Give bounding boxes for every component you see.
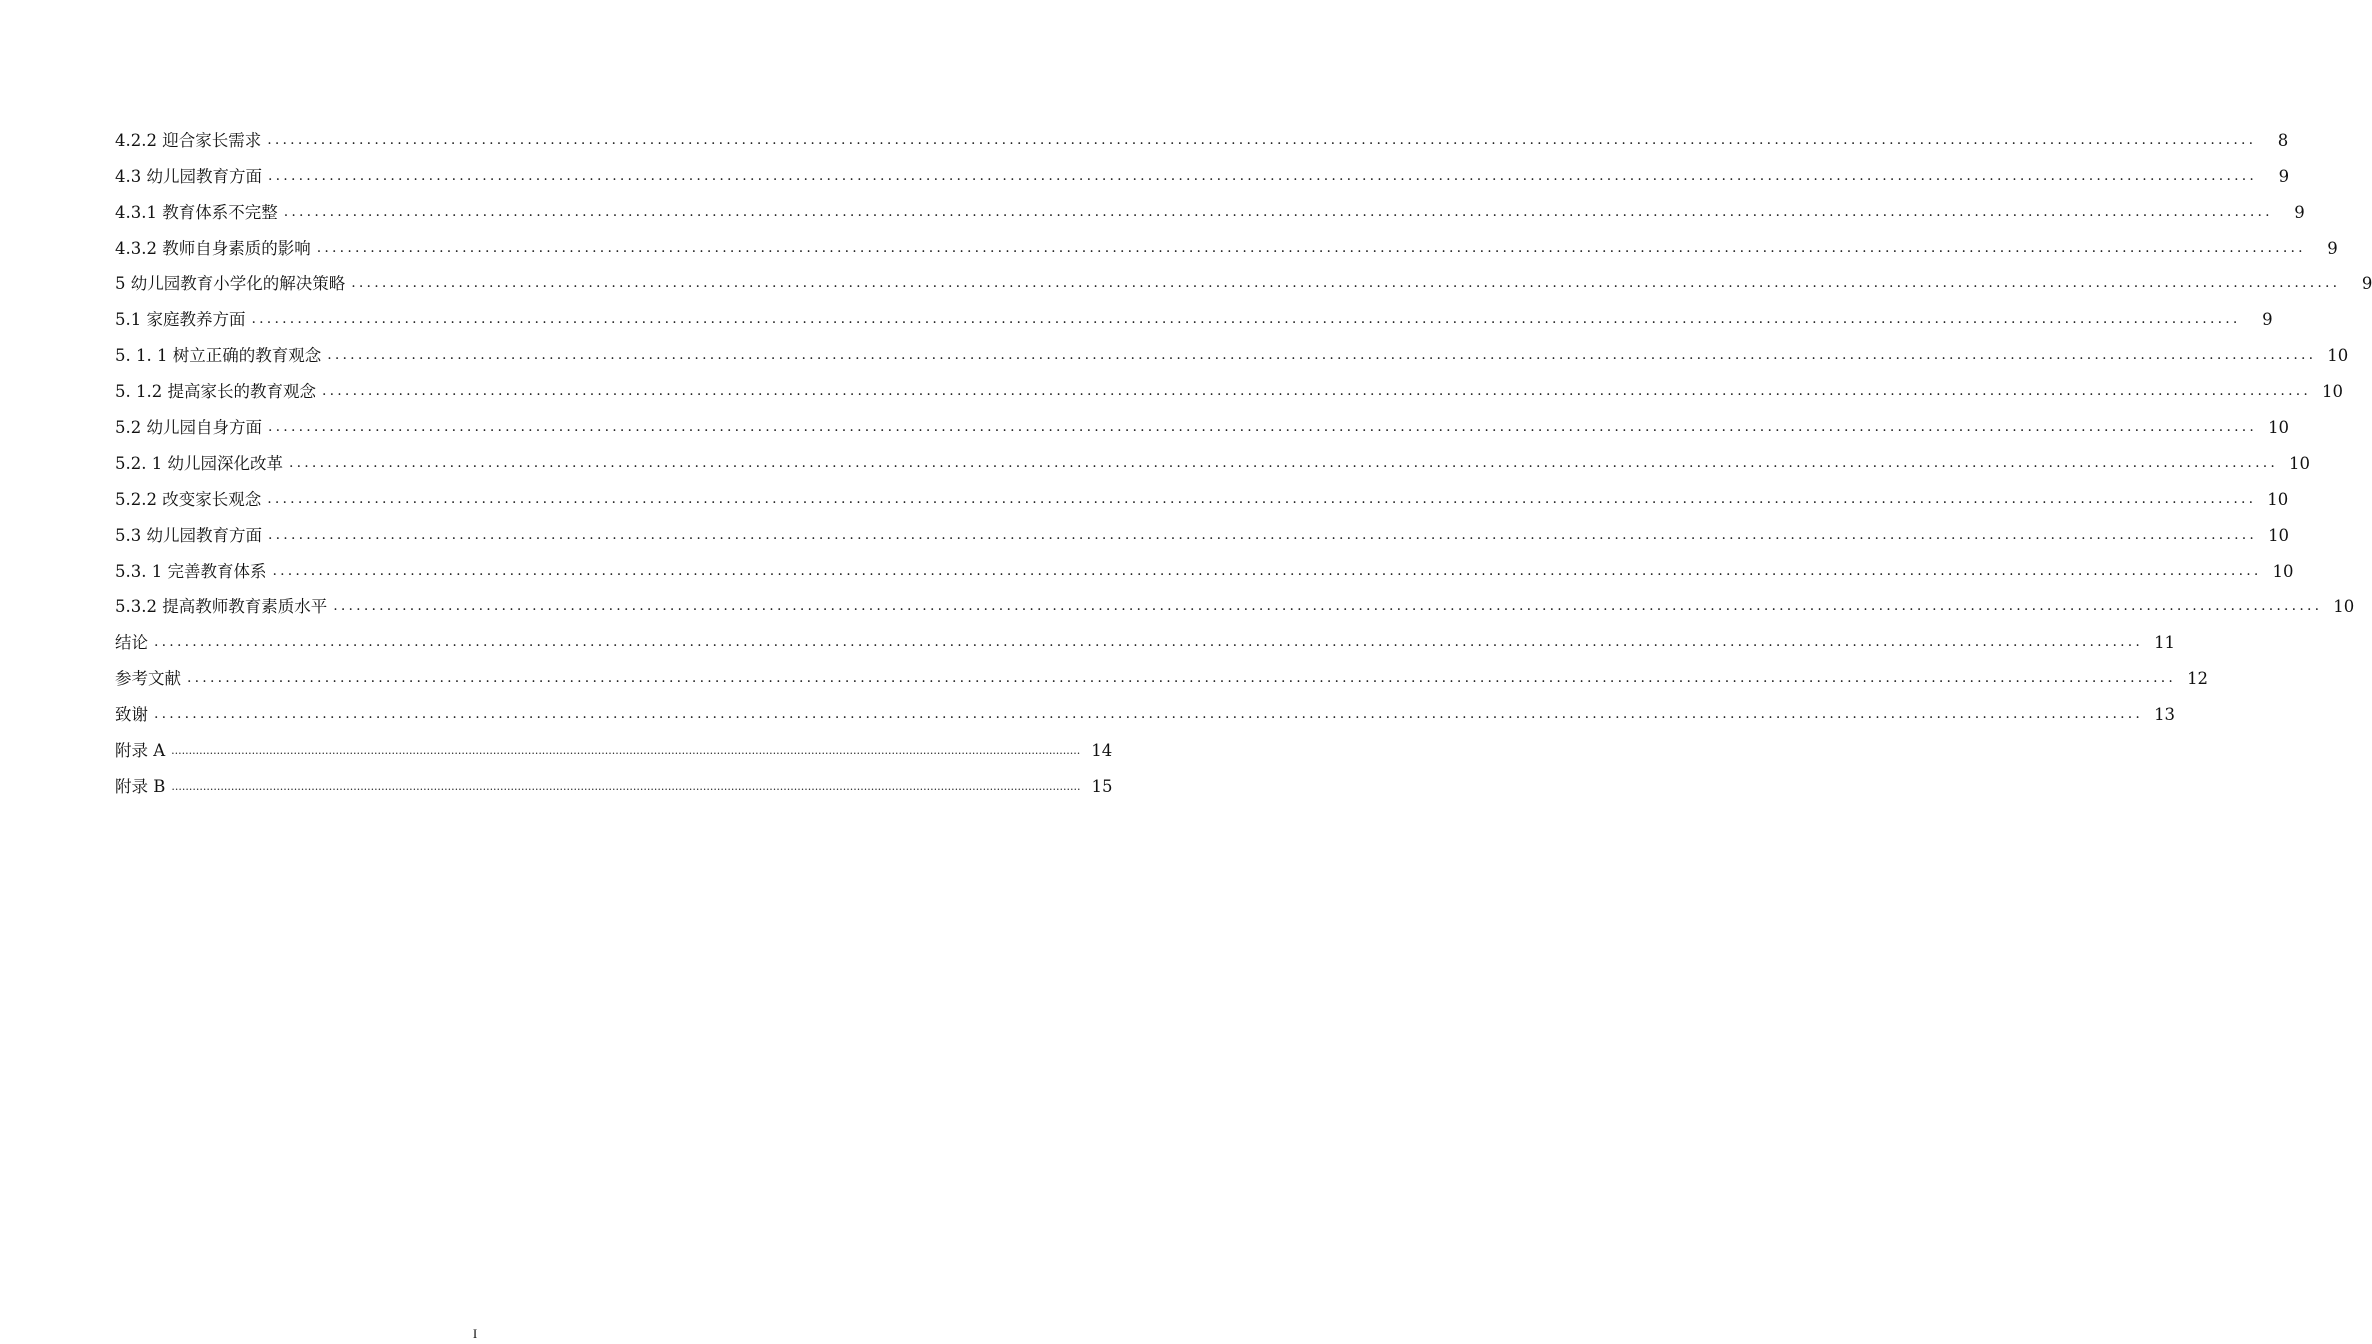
toc-dot-leader: .................................................................................................................................................................................................................................................................... [272,562,2262,579]
toc-dot-leader: .................................................................................................................................................................................................................................................................... [288,454,2279,471]
toc-entry-page: 10 [2289,453,2311,473]
toc-entry-page: 9 [2278,166,2290,186]
toc-entry[interactable] [115,476,2289,512]
toc-entry[interactable] [115,727,1113,763]
toc-entry[interactable] [115,584,2355,620]
toc-entry-title: 4.2.2 迎合家长需求 [115,130,262,150]
toc-entry-title: 5.2. 1 幼儿园深化改革 [115,453,283,473]
toc-entry-title: 4.3.2 教师自身素质的影响 [115,238,311,258]
toc-entry-page: 12 [2187,669,2209,689]
toc-entry-title: 致谢 [115,705,148,725]
toc-dot-leader: .................................................................................................................................................................................................................................................................... [268,526,2258,543]
toc-entry-page: 15 [1091,776,1113,796]
toc-dot-leader: .................................................................................................................................................................................................................................................................... [267,131,2257,148]
toc-entry[interactable] [115,368,2344,404]
toc-entry-title: 5.1 家庭教养方面 [115,310,246,330]
toc-dot-leader: .................................................................................................................................................................................................................................................................... [321,383,2312,400]
table-of-contents [115,117,2372,799]
toc-entry[interactable] [115,189,2305,225]
toc-entry-page: 9 [2361,274,2372,294]
toc-entry-title: 5.3 幼儿园教育方面 [115,525,262,545]
toc-entry-title: 4.3 幼儿园教育方面 [115,166,262,186]
toc-entry-page: 14 [1091,741,1113,761]
toc-entry-page: 8 [2277,130,2289,150]
toc-entry[interactable] [115,691,2176,727]
toc-entry[interactable] [115,261,2372,297]
toc-entry-title: 附录 A [115,741,166,761]
toc-entry-title: 结论 [115,633,148,653]
toc-entry[interactable] [115,763,1113,799]
toc-dot-leader: .................................................................................................................................................................................................................................................................... [316,239,2306,256]
toc-dot-leader: .................................................................................................................................................................................................................................................................... [268,167,2258,184]
toc-entry-page: 13 [2154,705,2176,725]
toc-dot-leader: .................................................................................................................................................................................................................................................................... [171,744,1081,758]
toc-dot-leader: .................................................................................................................................................................................................................................................................... [351,275,2341,292]
toc-entry-title: 5.2 幼儿园自身方面 [115,418,262,438]
toc-entry[interactable] [115,225,2338,261]
toc-entry-title: 参考文献 [115,669,181,689]
toc-dot-leader: .................................................................................................................................................................................................................................................................... [187,670,2177,687]
toc-entry[interactable] [115,332,2349,368]
toc-entry[interactable] [115,512,2290,548]
toc-dot-leader: .................................................................................................................................................................................................................................................................... [267,490,2257,507]
toc-entry[interactable] [115,619,2176,655]
toc-entry-title: 5.3. 1 完善教育体系 [115,561,267,581]
toc-entry-title: 5.3.2 提高教师教育素质水平 [115,597,328,617]
toc-dot-leader: .................................................................................................................................................................................................................................................................... [268,419,2258,436]
toc-dot-leader: .................................................................................................................................................................................................................................................................... [283,203,2273,220]
toc-entry-page: 10 [2327,346,2349,366]
toc-entry-title: 4.3.1 教育体系不完整 [115,202,278,222]
toc-dot-leader: .................................................................................................................................................................................................................................................................... [333,598,2323,615]
toc-entry-page: 9 [2327,238,2338,258]
toc-entry-page: 9 [2294,202,2305,222]
toc-entry-title: 5. 1. 1 树立正确的教育观念 [115,346,322,366]
toc-dot-leader: .................................................................................................................................................................................................................................................................... [154,634,2144,651]
toc-entry-page: 10 [2268,418,2290,438]
toc-entry-title: 附录 B [115,776,166,796]
toc-entry[interactable] [115,296,2273,332]
toc-dot-leader: .................................................................................................................................................................................................................................................................... [154,706,2144,723]
toc-entry[interactable] [115,153,2290,189]
toc-entry-page: 9 [2262,310,2273,330]
toc-entry[interactable] [115,548,2294,584]
toc-entry-title: 5. 1.2 提高家长的教育观念 [115,382,316,402]
toc-entry[interactable] [115,117,2289,153]
toc-entry-page: 10 [2333,597,2355,617]
toc-entry[interactable] [115,440,2311,476]
toc-dot-leader: .................................................................................................................................................................................................................................................................... [251,311,2241,328]
toc-dot-leader: .................................................................................................................................................................................................................................................................... [327,347,2317,364]
toc-entry[interactable] [115,404,2290,440]
toc-dot-leader: .................................................................................................................................................................................................................................................................... [171,779,1081,793]
toc-entry-page: 10 [2322,382,2344,402]
toc-entry-page: 10 [2268,525,2290,545]
toc-entry-page: 10 [2272,561,2294,581]
toc-entry-page: 11 [2154,633,2176,653]
toc-entry-page: 10 [2267,489,2289,509]
page-number: I [472,1326,478,1341]
toc-entry[interactable] [115,655,2209,691]
toc-entry-title: 5 幼儿园教育小学化的解决策略 [115,274,346,294]
toc-entry-title: 5.2.2 改变家长观念 [115,489,262,509]
